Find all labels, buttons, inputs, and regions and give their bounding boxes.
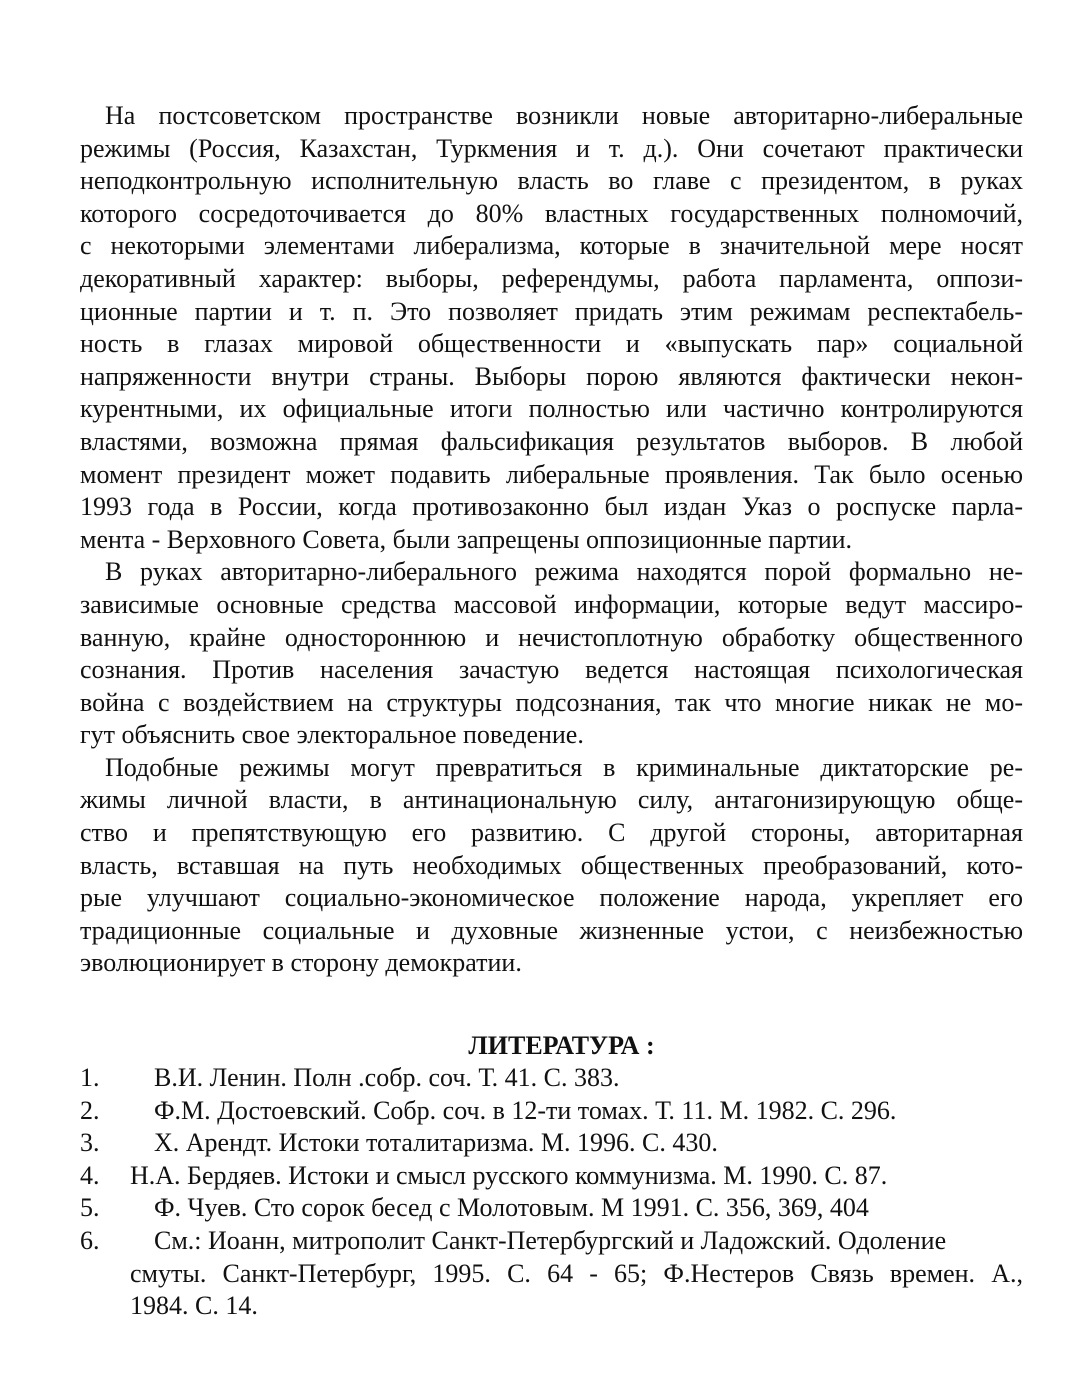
text-line: мента - Верховного Совета, были запрещены оппозиционные партии. bbox=[80, 524, 853, 554]
literature-item bbox=[80, 1160, 1023, 1193]
item-number: 3. bbox=[80, 1128, 100, 1158]
text-line: неподконтрольную исполнительную власть во главе с президентом, в руках bbox=[80, 166, 1023, 196]
text-line: зависимые основные средства массовой информации, которые ведут массиро- bbox=[80, 589, 1023, 619]
text-line: режимы (Россия, Казахстан, Туркмения и т. д.). Они сочетают практически bbox=[80, 133, 1023, 163]
paragraph-3 bbox=[80, 752, 1023, 980]
literature-item bbox=[80, 1192, 1023, 1225]
literature-list bbox=[80, 1062, 1023, 1323]
text-line: властями, возможна прямая фальсификация результатов выборов. В любой bbox=[80, 426, 1023, 456]
text-line: На постсоветском пространстве возникли новые авторитарно-либеральные bbox=[105, 101, 1023, 130]
text-line: которого сосредоточивается до 80% властных государственных полномочий, bbox=[80, 198, 1023, 228]
item-text-continuation: 1984. С. 14. bbox=[130, 1291, 258, 1321]
text-line: сознания. Против населения зачастую ведется настоящая психологическая bbox=[80, 655, 1023, 685]
literature-item bbox=[80, 1095, 1023, 1128]
text-line: декоративный характер: выборы, референдумы, работа парламента, оппози- bbox=[80, 263, 1023, 293]
text-line: 1993 года в России, когда противозаконно был издан Указ о роспуске парла- bbox=[80, 492, 1023, 522]
item-number: 5. bbox=[80, 1193, 100, 1223]
text-line: война с воздействием на структуры подсознания, так что многие никак не мо- bbox=[80, 687, 1023, 717]
literature-item bbox=[80, 1225, 1023, 1258]
item-text: Ф.М. Достоевский. Собр. соч. в 12-ти томах. Т. 11. М. 1982. С. 296. bbox=[154, 1095, 897, 1125]
item-text-continuation: смуты. Санкт-Петербург, 1995. С. 64 - 65; Ф.Нестеров Связь времен. А., bbox=[130, 1258, 1023, 1288]
text-line: гут объяснить свое электоральное поведение. bbox=[80, 720, 584, 750]
text-line: ванную, крайне одностороннюю и нечистоплотную обработку общественного bbox=[80, 622, 1023, 652]
literature-item bbox=[80, 1062, 1023, 1095]
literature-item bbox=[80, 1127, 1023, 1160]
text-line: ционные партии и т. п. Это позволяет придать этим режимам респектабель- bbox=[80, 296, 1023, 326]
text-line: жимы личной власти, в антинациональную силу, антагонизирующую обще- bbox=[80, 785, 1023, 815]
item-text: Х. Арендт. Истоки тоталитаризма. М. 1996. С. 430. bbox=[154, 1128, 718, 1158]
item-number: 1. bbox=[80, 1063, 100, 1093]
literature-heading: ЛИТЕРАТУРА : bbox=[468, 1031, 655, 1061]
item-text: См.: Иоанн, митрополит Санкт-Петербургский и Ладожский. Одоление bbox=[154, 1226, 947, 1255]
text-line: ность в глазах мировой общественности и «выпускать пар» социальной bbox=[80, 329, 1023, 359]
text-line: момент президент может подавить либеральные проявления. Так было осенью bbox=[80, 459, 1023, 489]
item-number: 4. bbox=[80, 1160, 100, 1190]
text-line: власть, вставшая на путь необходимых общественных преобразований, кото- bbox=[80, 850, 1023, 880]
text-line: с некоторыми элементами либерализма, которые в значительной мере носят bbox=[80, 231, 1023, 261]
text-line: В руках авторитарно-либерального режима находятся порой формально не- bbox=[105, 557, 1023, 587]
text-line: рые улучшают социально-экономическое положение народа, укрепляет его bbox=[80, 883, 1023, 913]
text-line: традиционные социальные и духовные жизненные устои, с неизбежностью bbox=[80, 915, 1023, 945]
text-line: ство и препятствующую его развитию. С другой стороны, авторитарная bbox=[80, 818, 1023, 848]
paragraph-1 bbox=[80, 100, 1023, 556]
item-text: Н.А. Бердяев. Истоки и смысл русского коммунизма. М. 1990. С. 87. bbox=[130, 1160, 888, 1190]
text-line: Подобные режимы могут превратиться в криминальные диктаторские ре- bbox=[105, 752, 1023, 782]
text-line: курентными, их официальные итоги полностью или частично контролируются bbox=[80, 394, 1023, 424]
item-text: Ф. Чуев. Сто сорок бесед с Молотовым. М 1991. С. 356, 369, 404 bbox=[154, 1193, 869, 1223]
text-line: напряженности внутри страны. Выборы порою являются фактически некон- bbox=[80, 361, 1023, 391]
paragraph-2 bbox=[80, 556, 1023, 752]
item-number: 2. bbox=[80, 1095, 100, 1125]
text-line: эволюционирует в сторону демократии. bbox=[80, 948, 522, 978]
item-text: В.И. Ленин. Полн .собр. соч. Т. 41. С. 383. bbox=[154, 1063, 620, 1093]
item-number: 6. bbox=[80, 1226, 100, 1255]
